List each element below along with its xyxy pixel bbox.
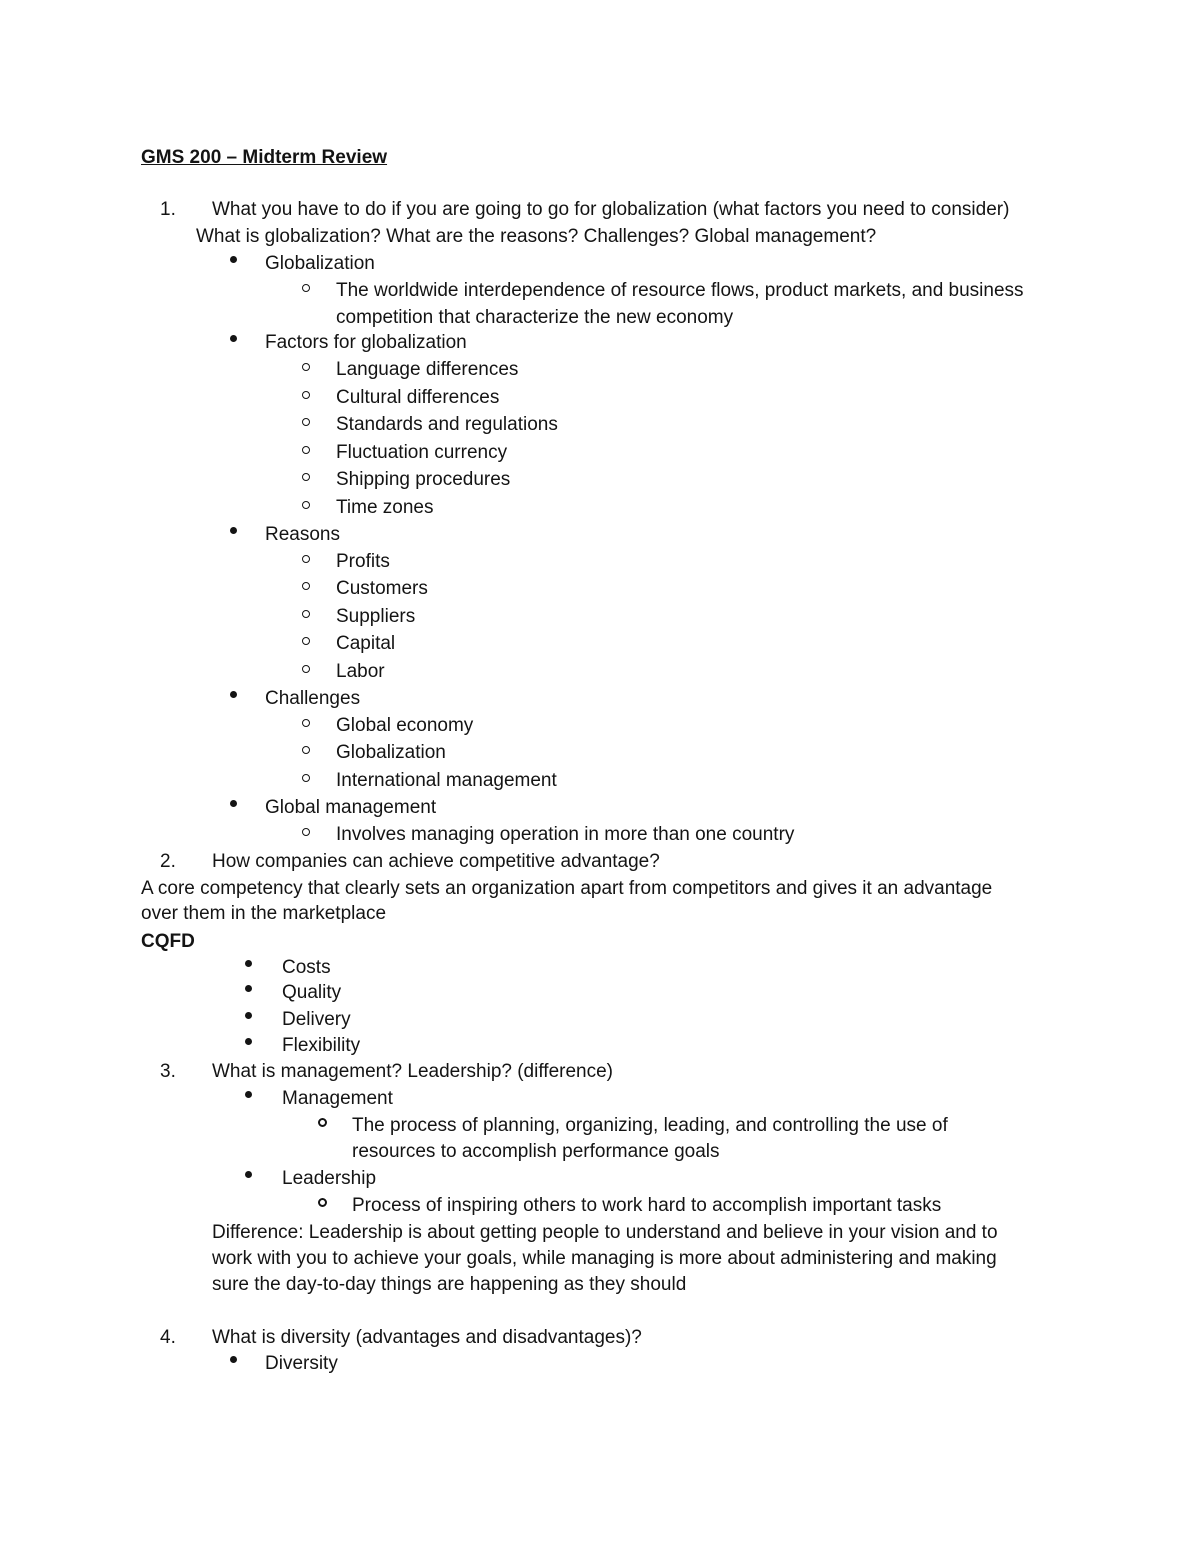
list-item: Diversity (265, 1353, 338, 1374)
bullet-dot-icon (230, 527, 237, 534)
bullet-ring-icon (302, 284, 310, 292)
management-def-line-2: resources to accomplish performance goals (352, 1141, 720, 1162)
list-item: Cultural differences (336, 387, 500, 408)
reasons-label: Reasons (265, 524, 340, 545)
list-item: Customers (336, 578, 428, 599)
bullet-ring-icon (302, 555, 310, 563)
bullet-ring-icon (302, 610, 310, 618)
bullet-dot-icon (230, 691, 237, 698)
bullet-ring-icon (302, 637, 310, 645)
list-item: Language differences (336, 359, 519, 380)
factors-label: Factors for globalization (265, 332, 467, 353)
bullet-ring-icon (302, 473, 310, 481)
bullet-dot-icon (245, 1091, 252, 1098)
list-item: Fluctuation currency (336, 442, 508, 463)
list-item: Involves managing operation in more than one country (336, 824, 795, 845)
list-item: Time zones (336, 497, 434, 518)
leadership-def: Process of inspiring others to work hard to accomplish important tasks (352, 1195, 942, 1216)
bullet-ring-icon (302, 418, 310, 426)
list-item: Shipping procedures (336, 469, 511, 490)
bullet-ring-icon (302, 774, 310, 782)
bullet-dot-icon (245, 960, 252, 967)
bullet-ring-icon (302, 746, 310, 754)
management-label: Management (282, 1088, 393, 1109)
difference-line-1: Difference: Leadership is about getting people to understand and believe in your vision and to (212, 1222, 998, 1243)
globalization-label: Globalization (265, 253, 375, 274)
page-title: GMS 200 – Midterm Review (141, 147, 388, 168)
list-item: Standards and regulations (336, 414, 558, 435)
bullet-ring-icon (302, 828, 310, 836)
bullet-ring-icon (302, 719, 310, 727)
globalization-def-line-1: The worldwide interdependence of resource flows, product markets, and business (336, 280, 1024, 301)
bullet-ring-icon (302, 582, 310, 590)
global-management-label: Global management (265, 797, 437, 818)
q4-question: What is diversity (advantages and disadvantages)? (212, 1327, 642, 1348)
bullet-ring-icon (318, 1198, 327, 1207)
list-item: Suppliers (336, 606, 416, 627)
globalization-def-line-2: competition that characterize the new economy (336, 307, 734, 328)
bullet-ring-icon (302, 446, 310, 454)
bullet-ring-icon (302, 363, 310, 371)
bullet-ring-icon (302, 501, 310, 509)
bullet-dot-icon (245, 1012, 252, 1019)
q2-number: 2. (160, 851, 176, 872)
challenges-label: Challenges (265, 688, 361, 709)
bullet-dot-icon (230, 1356, 237, 1363)
list-item: Globalization (336, 742, 446, 763)
bullet-ring-icon (318, 1118, 327, 1127)
q4-number: 4. (160, 1327, 176, 1348)
list-item: Labor (336, 661, 385, 682)
leadership-label: Leadership (282, 1168, 377, 1189)
q3-number: 3. (160, 1061, 176, 1082)
q2-answer-line-1: A core competency that clearly sets an organization apart from competitors and gives it an advantage (141, 878, 993, 899)
bullet-dot-icon (245, 1038, 252, 1045)
list-item: Global economy (336, 715, 474, 736)
q2-acronym: CQFD (141, 931, 195, 952)
list-item: Capital (336, 633, 396, 654)
bullet-ring-icon (302, 665, 310, 673)
q3-question: What is management? Leadership? (difference) (212, 1061, 613, 1082)
bullet-dot-icon (245, 985, 252, 992)
q2-answer-line-2: over them in the marketplace (141, 903, 387, 924)
bullet-dot-icon (230, 256, 237, 263)
q2-question: How companies can achieve competitive advantage? (212, 851, 660, 872)
list-item: Quality (282, 982, 342, 1003)
difference-line-2: work with you to achieve your goals, while managing is more about administering and making (212, 1248, 997, 1269)
list-item: Profits (336, 551, 390, 572)
difference-line-3: sure the day-to-day things are happening as they should (212, 1274, 687, 1295)
bullet-dot-icon (245, 1171, 252, 1178)
list-item: Delivery (282, 1009, 351, 1030)
list-item: International management (336, 770, 557, 791)
q1-line-2: What is globalization? What are the reasons? Challenges? Global management? (196, 226, 877, 247)
bullet-dot-icon (230, 800, 237, 807)
list-item: Flexibility (282, 1035, 361, 1056)
q1-line-1: What you have to do if you are going to go for globalization (what factors you need to consider) (212, 199, 1010, 220)
bullet-dot-icon (230, 335, 237, 342)
bullet-ring-icon (302, 391, 310, 399)
management-def-line-1: The process of planning, organizing, leading, and controlling the use of (352, 1115, 948, 1136)
list-item: Costs (282, 957, 331, 978)
q1-number: 1. (160, 199, 176, 220)
